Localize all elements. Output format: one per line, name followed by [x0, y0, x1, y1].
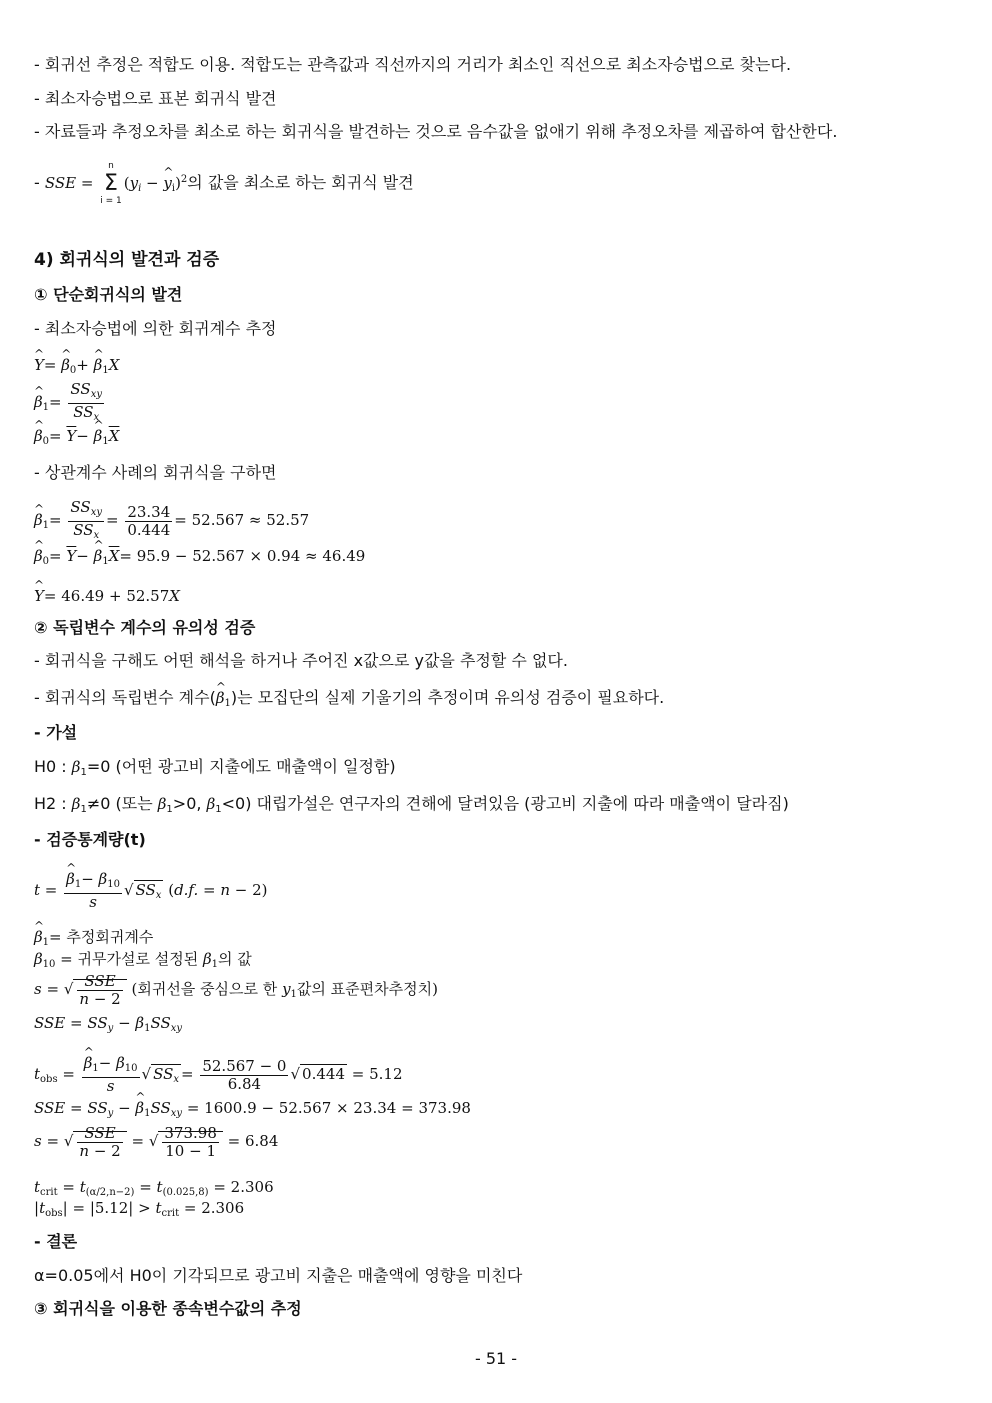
- h2-text: >0,: [172, 794, 207, 813]
- text-line: - 회귀선 추정은 적합도 이용. 적합도는 관측값과 직선까지의 거리가 최소인 직선으로 최소자승법으로 찾는다.: [34, 55, 792, 74]
- statistic-heading: - 검증통계량(t): [34, 830, 146, 849]
- ssx-value: 0.444: [302, 1065, 345, 1083]
- h0-text: =0 (어떤 광고비 지출에도 매출액이 일정함): [86, 757, 396, 776]
- t-critical: $t_{crit} = t_{(\alpha/2,n-2)} = t_{(0.025,8)} = 2.306$: [34, 1178, 274, 1198]
- definition-sse: SSE = $SS_y - \beta_1SS_{xy}$: [34, 1014, 183, 1034]
- text-line: - 최소자승법에 의한 회귀계수 추정: [34, 319, 277, 338]
- conclusion-heading: - 결론: [34, 1232, 78, 1251]
- b1-rounded: 52.57: [126, 587, 170, 605]
- beta1-calc: ^ $\beta_1=$ $\frac{SS_{xy}}{SS_x}$ = $\frac{23.34}{0.444}$ = 52.567 ≈ 52.57: [34, 496, 309, 550]
- text-line: - 회귀식을 구해도 어떤 해석을 하거나 주어진 x값으로 y값을 추정할 수 없다.: [34, 651, 568, 670]
- def-text: (회귀선을 중심으로 한: [131, 980, 283, 998]
- conclusion-text: α=0.05에서 H0이 기각되므로 광고비 지출은 매출액에 영향을 미친다: [34, 1266, 523, 1285]
- tcrit-value: 2.306: [230, 1178, 274, 1196]
- hypothesis-heading: - 가설: [34, 723, 78, 742]
- beta0-calc: ^ $\beta_0= \overline{Y}-$ ^ $\beta_1\overline{X}= 95.9 - 52.567 \times 0.94 \approx 46.49$: [34, 545, 365, 573]
- beta0-formula: ^ $\beta_0= \overline{Y}-$ ^ $\beta_1\overline{X}$: [34, 425, 119, 453]
- h2-text: ≠0 (또는: [86, 794, 158, 813]
- subsection-heading: ③ 회귀식을 이용한 종속변수값의 추정: [34, 1299, 302, 1318]
- beta1-formula: ^ $\beta_1=$ $\frac{SS_{xy}}{SS_x}$: [34, 378, 106, 432]
- t-comparison: $|t_{obs}| = |5.12| > t_{crit} = 2.306$: [34, 1199, 245, 1219]
- text-line: - 자료들과 추정오차를 최소로 하는 회귀식을 발견하는 것으로 음수값을 없애기 위해 추정오차를 제곱하여 합산한다.: [34, 122, 838, 141]
- ssy-value: 1600.9: [204, 1099, 257, 1117]
- dof-value: 10 − 1: [165, 1141, 216, 1160]
- fitted-equation: ^ Y= 46.49 + 52.57X: [34, 585, 180, 607]
- sse-suffix: 의 값을 최소로 하는 회귀식 발견: [187, 173, 414, 192]
- page-number: - 51 -: [474, 1349, 518, 1368]
- sse-definition: - SSE = n Σ i = 1 ($y_i$ − ^ $y_i)^2$의 값을 최소로 하는 회귀식 발견: [34, 158, 414, 211]
- b1-value: 52.567: [191, 511, 245, 529]
- sse-value: 373.98: [164, 1123, 217, 1142]
- t-statistic-formula: t = ^ $\frac{\beta_1- \beta_{10}}{s}$ √ $SS_x$ (d.f. = n − 2): [34, 864, 268, 922]
- h2-text: <0) 대립가설은 연구자의 견해에 달려있음 (광고비 지출에 따라 매출액이 달라짐): [221, 794, 789, 813]
- b1-value: 52.567: [278, 1099, 332, 1117]
- xbar-value: 0.94: [266, 547, 301, 565]
- tobs-value: 5.12: [369, 1065, 403, 1083]
- ssxy-value: 23.34: [127, 502, 171, 521]
- b1-rounded: 52.57: [266, 511, 310, 529]
- definition-s: s = √ $\frac{\text{SSE}}{n - 2}$ (회귀선을 중심으로 한 $y_1$값의 표준편차추정치): [34, 971, 438, 1008]
- definition-b1: ^ $\beta_1=$ 추정회귀계수: [34, 926, 153, 954]
- subsection-heading: ① 단순회귀식의 발견: [34, 285, 183, 304]
- s-value: 6.84: [244, 1132, 279, 1150]
- s-value: 6.84: [227, 1074, 262, 1093]
- ybar-value: 95.9: [136, 547, 171, 565]
- subsection-heading: ② 독립변수 계수의 유의성 검증: [34, 618, 256, 637]
- sse-calc: SSE = $SS_y$ − ^ $\beta_1SS_{xy} = 1600.9 - 52.567 \times 23.34 = 373.98$: [34, 1097, 471, 1125]
- def-text: 의 값: [218, 950, 252, 968]
- numerator-value: 52.567 − 0: [202, 1056, 287, 1075]
- b0-value: 46.49: [322, 547, 366, 565]
- alt-hypothesis: H2 : $\beta_1\ne 0$ (또는 $\beta_1>0$, $\beta_1<0$) 대립가설은 연구자의 견해에 달려있음 (광고비 지출에 따라 매출액이 달라짐): [34, 794, 789, 815]
- def-text: = 추정회귀계수: [49, 928, 154, 946]
- text-line: - 상관계수 사례의 회귀식을 구하면: [34, 463, 277, 482]
- null-hypothesis: H0 : $\beta_1=0$ (어떤 광고비 지출에도 매출액이 일정함): [34, 757, 396, 778]
- tobs-value: 5.12: [94, 1199, 129, 1217]
- text-line: - 회귀식의 독립변수 계수(^ $\beta_1$)는 모집단의 실제 기울기의 추정이며 유의성 검증이 필요하다.: [34, 687, 664, 715]
- ssx-value: 0.444: [127, 520, 171, 539]
- t-df-value: (0.025,8): [162, 1187, 209, 1198]
- def-text: 값의 표준편차추정치): [296, 980, 438, 998]
- section-heading: 4) 회귀식의 발견과 검증: [34, 250, 220, 270]
- sse-value: 373.98: [418, 1099, 471, 1117]
- definition-b10: $\beta_{10}$ = 귀무가설로 설정된 $\beta_1$의 값: [34, 950, 252, 970]
- text-part: - 회귀식의 독립변수 계수(: [34, 688, 216, 707]
- text-part: )는 모집단의 실제 기울기의 추정이며 유의성 검증이 필요하다.: [230, 688, 665, 707]
- regression-equation: ^ Y= ^ $\beta_0+$ ^ $\beta_1X$: [34, 354, 119, 382]
- b1-value: 52.567: [192, 547, 245, 565]
- tcrit-value: 2.306: [201, 1199, 245, 1217]
- s-calc: s = √ $\frac{\text{SSE}}{n - 2}$ = √ $\frac{373.98}{10 - 1}$ = 6.84: [34, 1123, 279, 1160]
- def-text: = 귀무가설로 설정된: [55, 950, 203, 968]
- text-line: - 최소자승법으로 표본 회귀식 발견: [34, 89, 277, 108]
- t-observed-calc: $t_{obs}$ = ^ $\frac{\beta_1- \beta_{10}}{s}$ √ $SS_x$ = $\frac{52.567 - 0}{6.84}$ √ 0.444 = 5.12: [34, 1048, 403, 1106]
- b0-value: 46.49: [61, 587, 105, 605]
- ssxy-value: 23.34: [353, 1099, 397, 1117]
